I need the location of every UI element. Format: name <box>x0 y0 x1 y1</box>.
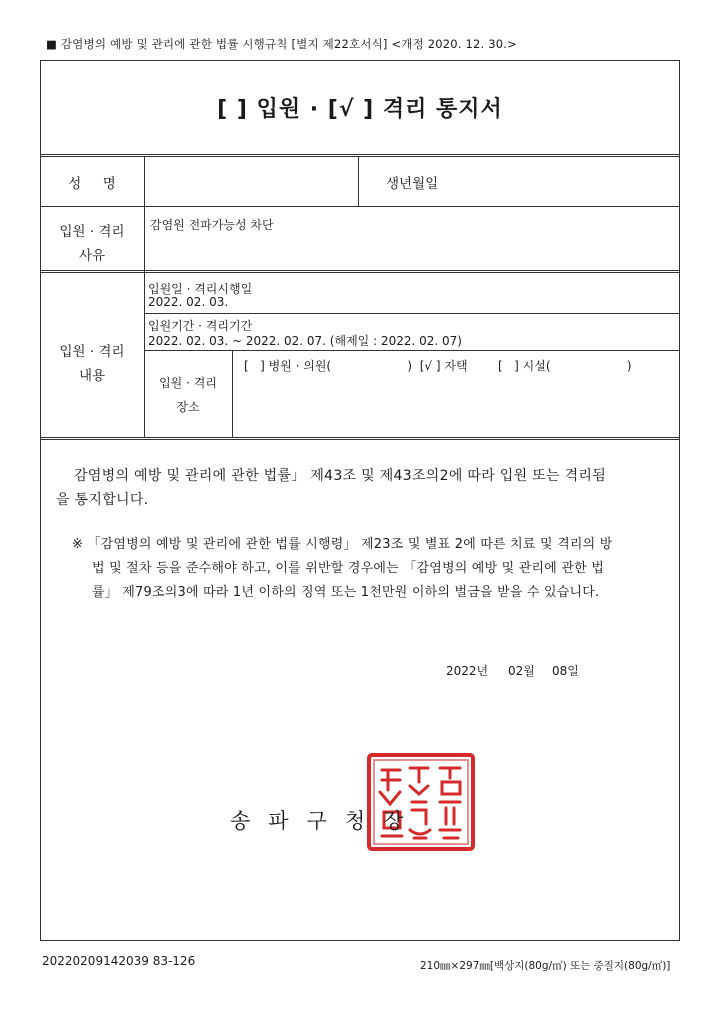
document-number: 20220209142039 83-126 <box>42 954 196 968</box>
birth-label: 생년월일 <box>386 176 439 192</box>
place-label-2: 장소 <box>176 400 200 414</box>
rule-start-bottom <box>144 313 680 314</box>
rule-name-bottom <box>40 206 680 207</box>
rule-reason-bottom <box>40 270 680 271</box>
place-options: [ ] 병원 · 의원( ) [√ ] 자택 [ ] 시설( ) <box>244 359 632 373</box>
date-day: 08일 <box>552 664 579 678</box>
caution-note-line3: 률」 제79조의3에 따라 1년 이하의 징역 또는 1천만원 이하의 벌금을 받을 수 있습니다. <box>92 585 600 600</box>
form-reference: ■ 감염병의 예방 및 관리에 관한 법률 시행규칙 [별지 제22호서식] <개정 2020. 12. 30.> <box>46 37 517 51</box>
date-month: 02월 <box>508 664 535 678</box>
notice-statement-line1: 감염병의 예방 및 관리에 관한 법률」 제43조 및 제43조의2에 따라 입원 또는 격리됨 <box>74 468 607 484</box>
reason-value: 감염원 전파가능성 차단 <box>150 218 274 232</box>
rule-reason-bottom-double <box>40 272 680 273</box>
name-label: 성 명 <box>68 176 116 192</box>
place-label: 입원 · 격리 <box>159 376 217 390</box>
paper-spec: 210㎜×297㎜[백상지(80g/㎡) 또는 중질지(80g/㎡)] <box>420 960 671 972</box>
period-value: 2022. 02. 03. ~ 2022. 02. 07. (해제일 : 2022. 02. 07) <box>148 334 462 348</box>
reason-label: 입원 · 격리 <box>59 224 125 240</box>
rule-content-bottom-double <box>40 439 680 440</box>
rule-period-bottom <box>144 350 680 351</box>
notice-statement-line2: 을 통지합니다. <box>56 492 149 508</box>
rule-label-column <box>144 156 145 437</box>
caution-note-line2: 법 및 절차 등을 준수해야 하고, 이를 위반할 경우에는 「감염병의 예방 및 관리에 관한 법 <box>92 561 604 576</box>
start-date-value: 2022. 02. 03. <box>148 295 229 309</box>
content-label-2: 내용 <box>78 368 106 384</box>
official-seal <box>366 752 476 852</box>
reason-label-2: 사유 <box>78 248 106 264</box>
caution-note-line1: ※ 「감염병의 예방 및 관리에 관한 법률 시행령」 제23조 및 별표 2에 따른 치료 및 격리의 방 <box>72 537 613 552</box>
rule-content-bottom <box>40 437 680 438</box>
rule-birth-divider <box>358 156 359 206</box>
rule-title-bottom <box>40 154 680 155</box>
date-year: 2022년 <box>446 664 489 678</box>
content-label: 입원 · 격리 <box>59 344 125 360</box>
rule-place-divider <box>232 350 233 437</box>
period-label: 입원기간 · 격리기간 <box>148 319 253 333</box>
rule-title-bottom-double <box>40 156 680 157</box>
issuer-name: 송파구청장 <box>230 809 422 833</box>
page-title: [ ] 입원 · [√ ] 격리 통지서 <box>217 97 503 122</box>
start-date-label: 입원일 · 격리시행일 <box>148 282 253 296</box>
